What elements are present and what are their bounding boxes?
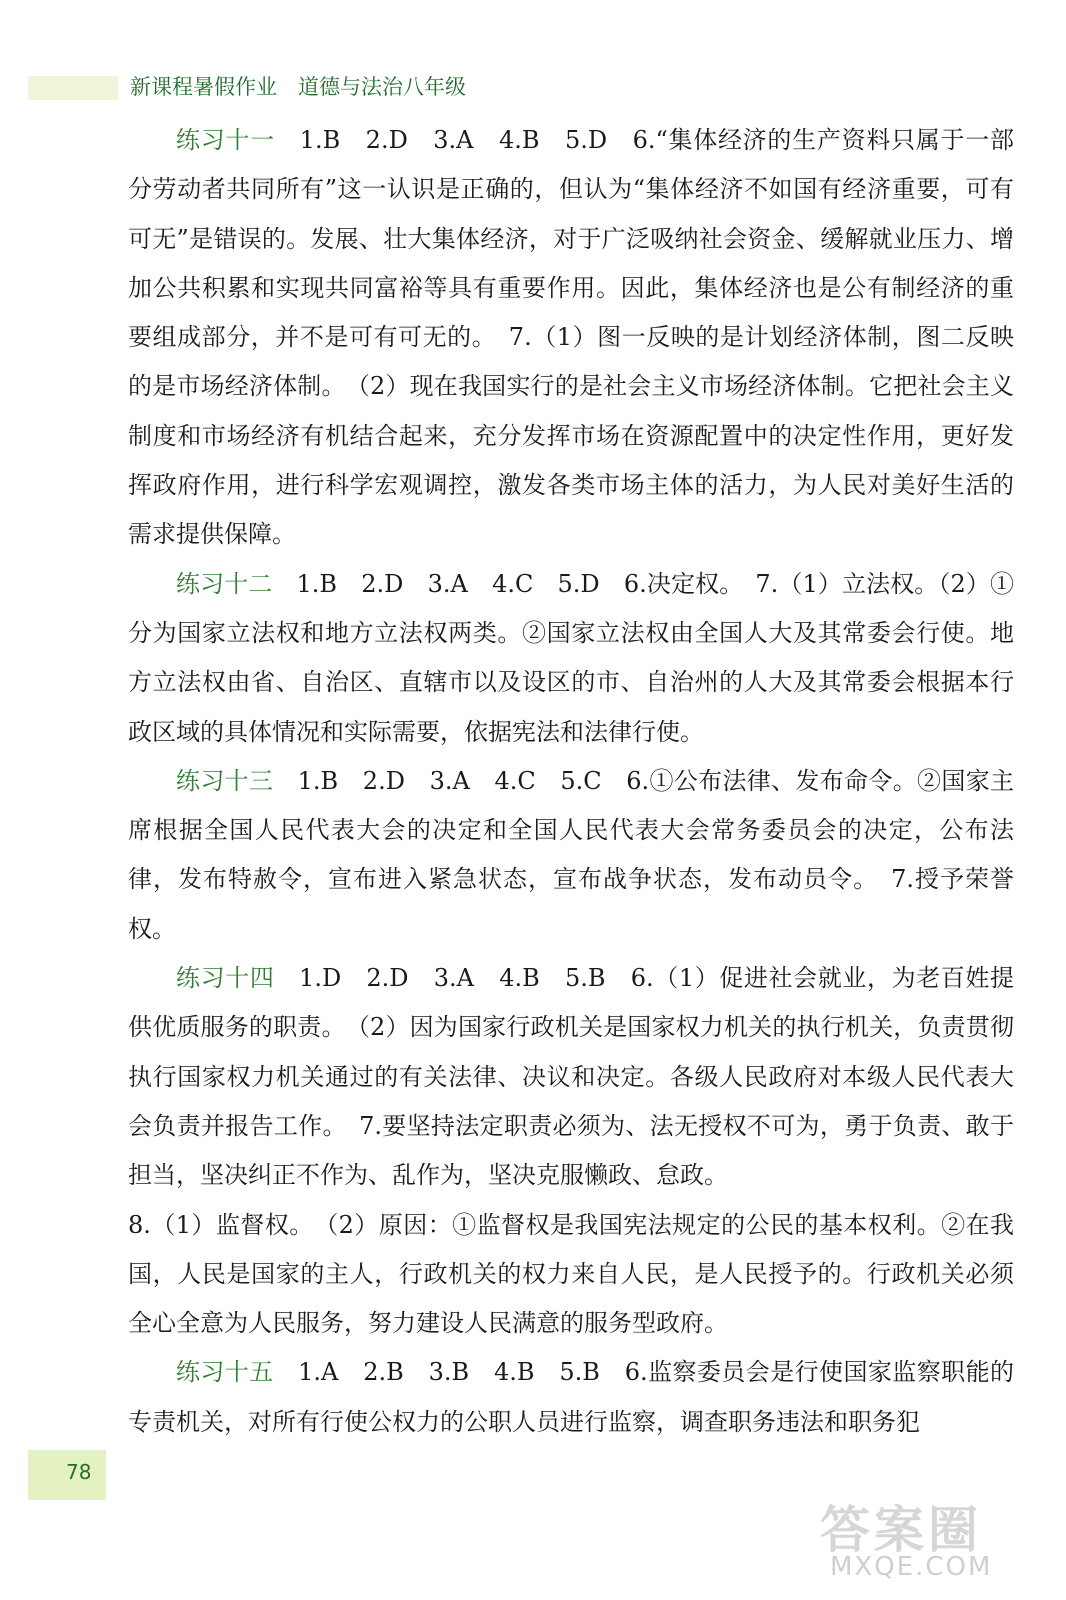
book-title: 新课程暑假作业	[130, 75, 277, 99]
watermark-site: MXQE.COM	[830, 1552, 993, 1582]
exercise-15	[128, 1348, 1014, 1447]
exercise-label: 练习十一	[176, 126, 275, 154]
watermark-logo-text: 答案圈	[820, 1501, 982, 1559]
page-header	[28, 72, 728, 102]
exercise-label: 练习十二	[176, 569, 273, 598]
exercise-label: 练习十三	[176, 766, 274, 795]
watermark-logo	[790, 1490, 1040, 1590]
exercise-11	[128, 116, 1014, 560]
book-subject: 道德与法治八年级	[298, 75, 466, 99]
exercise-text: 1.B 2.D 3.A 4.C 5.C 6.①公布法律、发布命令。②国家主席根据全国人民代表大会的决定和全国人民代表大会常务委员会的决定，公布法律，发布特赦令，宣布进入紧急状态，宣布战争状态，发布动员令。 7.授予荣誉权。	[128, 766, 1015, 943]
exercise-13	[128, 757, 1014, 954]
page-number: 78	[66, 1460, 92, 1484]
header-tab	[28, 76, 118, 100]
exercise-text: 1.B 2.D 3.A 4.B 5.D 6.“集体经济的生产资料只属于一部分劳动者共同所有”这一认识是正确的，但认为“集体经济不如国有经济重要，可有可无”是错误的。发展、壮大集体经济，对于广泛吸纳社会资金、缓解就业压力、增加公共积累和实现共同富裕等具有重要作用。因此，集体经济也是公有制经济的重要组成部分，并不是可有可无的。 7.（1）图一反映的是计划经济体制，图二反映的是市场经济体制。 （2）现在我国实行的是社会主义市场经济体制。它把社会主义制度和市场经济有机结合起来，充分发挥市场在资源配置中的决定性作用，更好发挥政府作用，进行科学宏观调控，激发各类市场主体的活力，为人民对美好生活的需求提供保障。	[128, 126, 1015, 549]
exercise-text: 1.D 2.D 3.A 4.B 5.B 6.（1）促进社会就业，为老百姓提供优质服务的职责。 （2）因为国家行政机关是国家权力机关的执行机关，负责贯彻执行国家权力机关通过的有关法律、决议和决定。各级人民政府对本级人民代表大会负责并报告工作。 7.要坚持法定职责必须为、法无授权不可为，勇于负责、敢于担当，坚决纠正不作为、乱作为，坚决克服懒政、怠政。	[128, 964, 1015, 1190]
exercise-text: 8.（1）监督权。 （2）原因：①监督权是我国宪法规定的公民的基本权利。②在我国，人民是国家的主人，行政机关的权力来自人民，是人民授予的。行政机关必须全心全意为人民服务，努力建设人民满意的服务型政府。	[128, 1210, 1014, 1338]
exercise-12	[128, 560, 1014, 757]
exercise-text: 1.A 2.B 3.B 4.B 5.B 6.监察委员会是行使国家监察职能的专责机关，对所有行使公权力的公职人员进行监察，调查职务违法和职务犯	[128, 1358, 1015, 1436]
exercise-label: 练习十五	[176, 1358, 274, 1387]
answer-content	[128, 116, 1014, 1447]
exercise-14-continued	[128, 1201, 1014, 1349]
exercise-text: 1.B 2.D 3.A 4.C 5.D 6.决定权。 7.（1）立法权。（2）①分为国家立法权和地方立法权两类。②国家立法权由全国人大及其常委会行使。地方立法权由省、自治区、直辖市以及设区的市、自治州的人大及其常委会根据本行政区域的具体情况和实际需要，依据宪法和法律行使。	[128, 569, 1014, 746]
page-number-tab	[28, 1450, 106, 1500]
exercise-14	[128, 954, 1014, 1200]
exercise-label: 练习十四	[176, 964, 275, 993]
